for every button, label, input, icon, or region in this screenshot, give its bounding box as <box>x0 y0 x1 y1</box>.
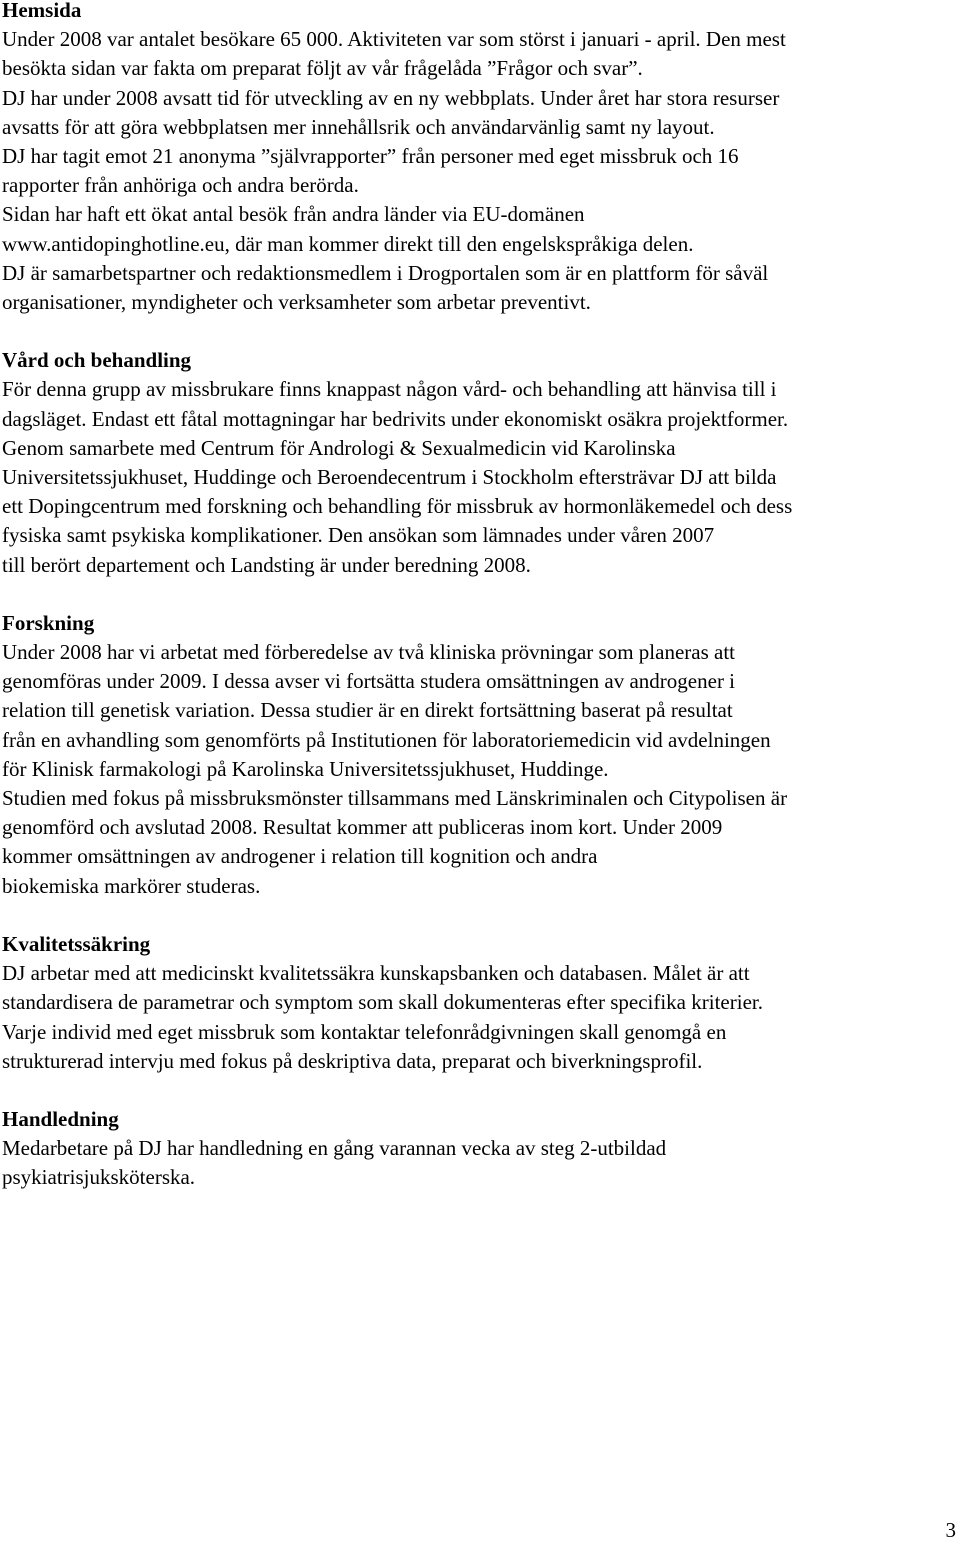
text-line: rapporter från anhöriga och andra berörda. <box>2 173 359 198</box>
text-line: Under 2008 var antalet besökare 65 000. Aktiviteten var som störst i januari - april. Den mest <box>2 27 786 52</box>
text-line: från en avhandling som genomförts på Institutionen för laboratoriemedicin vid avdelningen <box>2 727 771 752</box>
section-heading: Hemsida <box>2 0 82 22</box>
text-line: Sidan har haft ett ökat antal besök från andra länder via EU-domänen <box>2 202 585 227</box>
paragraph <box>2 959 956 1076</box>
paragraph <box>2 25 956 83</box>
text-line: avsatts för att göra webbplatsen mer innehållsrik och användarvänlig samt ny layout. <box>2 114 715 139</box>
text-line: Under 2008 har vi arbetat med förberedelse av två kliniska prövningar som planeras att <box>2 640 736 665</box>
text-line: Genom samarbete med Centrum för Andrologi & Sexualmedicin vid Karolinska <box>2 435 676 460</box>
text-line: Medarbetare på DJ har handledning en gång varannan vecka av steg 2-utbildad <box>2 1136 667 1161</box>
section <box>2 0 956 317</box>
text-line: besökta sidan var fakta om preparat följt av vår frågelåda ”Frågor och svar”. <box>2 56 643 81</box>
section <box>2 1105 956 1193</box>
paragraph <box>2 259 956 317</box>
paragraph <box>2 1134 956 1192</box>
page-number: 3 <box>945 1518 956 1542</box>
text-line: DJ arbetar med att medicinskt kvalitetssäkra kunskapsbanken och databasen. Målet är att <box>2 961 750 986</box>
text-line: ett Dopingcentrum med forskning och behandling för missbruk av hormonläkemedel och dess <box>2 494 793 519</box>
text-line: organisationer, myndigheter och verksamheter som arbetar preventivt. <box>2 290 591 315</box>
section-heading: Kvalitetssäkring <box>2 931 151 956</box>
paragraph <box>2 84 956 142</box>
text-line: standardisera de parametrar och symptom som skall dokumenteras efter specifika kriterier. <box>2 990 763 1015</box>
text-line: www.antidopinghotline.eu, där man kommer direkt till den engelskspråkiga delen. <box>2 231 694 256</box>
paragraph <box>2 375 956 579</box>
text-line: för Klinisk farmakologi på Karolinska Universitetssjukhuset, Huddinge. <box>2 756 609 781</box>
text-line: genomförd och avslutad 2008. Resultat kommer att publiceras inom kort. Under 2009 <box>2 815 723 840</box>
text-line: DJ har tagit emot 21 anonyma ”självrapporter” från personer med eget missbruk och 16 <box>2 144 739 169</box>
paragraph <box>2 784 956 901</box>
document-body <box>2 0 956 1222</box>
section-heading: Handledning <box>2 1106 119 1131</box>
text-line: relation till genetisk variation. Dessa studier är en direkt fortsättning baserat på resultat <box>2 698 733 723</box>
text-line: dagsläget. Endast ett fåtal mottagningar har bedrivits under ekonomiskt osäkra projektformer. <box>2 406 789 431</box>
paragraph <box>2 142 956 200</box>
section-heading: Forskning <box>2 610 95 635</box>
text-line: kommer omsättningen av androgener i relation till kognition och andra <box>2 844 598 869</box>
text-line: DJ har under 2008 avsatt tid för utveckling av en ny webbplats. Under året har stora resurser <box>2 85 780 110</box>
section <box>2 609 956 901</box>
paragraph <box>2 638 956 784</box>
text-line: psykiatrisjuksköterska. <box>2 1165 196 1190</box>
section <box>2 346 956 580</box>
section <box>2 930 956 1076</box>
paragraph <box>2 200 956 258</box>
text-line: DJ är samarbetspartner och redaktionsmedlem i Drogportalen som är en plattform för såväl <box>2 260 769 285</box>
text-line: strukturerad intervju med fokus på deskriptiva data, preparat och biverkningsprofil. <box>2 1048 703 1073</box>
text-line: fysiska samt psykiska komplikationer. Den ansökan som lämnades under våren 2007 <box>2 523 715 548</box>
text-line: till berört departement och Landsting är under beredning 2008. <box>2 552 531 577</box>
text-line: genomföras under 2009. I dessa avser vi fortsätta studera omsättningen av androgener i <box>2 669 736 694</box>
text-line: För denna grupp av missbrukare finns knappast någon vård- och behandling att hänvisa till i <box>2 377 777 402</box>
text-line: Studien med fokus på missbruksmönster tillsammans med Länskriminalen och Citypolisen är <box>2 786 788 811</box>
text-line: biokemiska markörer studeras. <box>2 873 261 898</box>
text-line: Varje individ med eget missbruk som kontaktar telefonrådgivningen skall genomgå en <box>2 1019 727 1044</box>
text-line: Universitetssjukhuset, Huddinge och Beroendecentrum i Stockholm eftersträvar DJ att bilda <box>2 465 777 490</box>
section-heading: Vård och behandling <box>2 348 192 373</box>
